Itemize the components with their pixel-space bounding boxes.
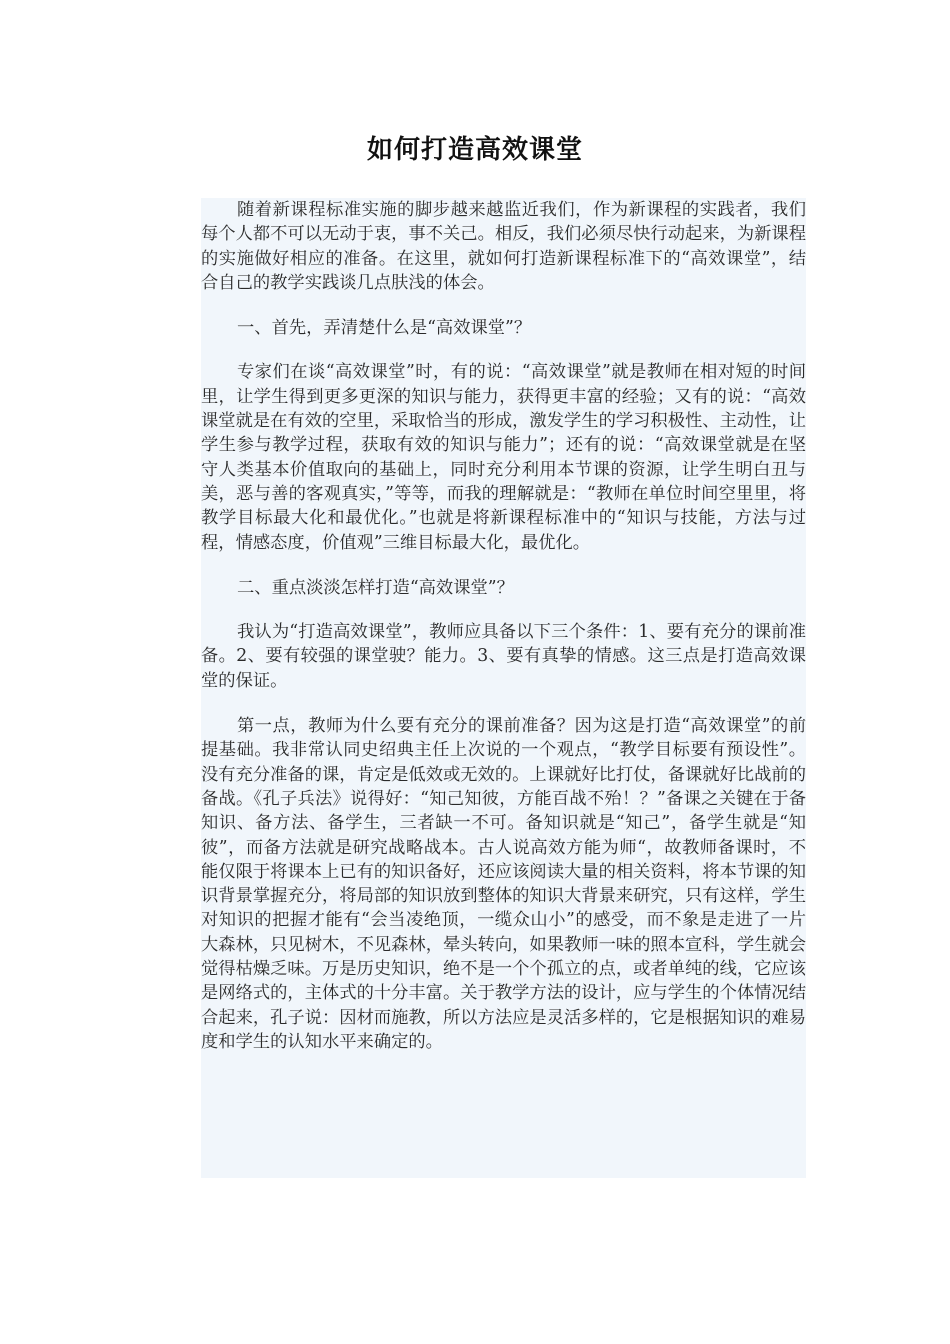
paragraph-conditions: 我认为“打造高效课堂”，教师应具备以下三个条件：1、要有充分的课前准备。2、要有较强的课堂驶？能力。3、要有真挚的情感。这三点是打造高效课堂的保证。 (201, 622, 806, 691)
paragraph-definition: 专家们在谈“高效课堂”时，有的说：“高效课堂”就是教师在相对短的时间里，让学生得到更多更深的知识与能力，获得更丰富的经验；又有的说：“高效课堂就是在有效的空里，采取恰当的形成，激发学生的学习积极性、主动性，让学生参与教学过程，获取有效的知识与能力”；还有的说：“高效课堂就是在坚守人类基本价值取向的基础上，同时充分利用本节课的资源，让学生明白丑与美，恶与善的客观真实，”等等，而我的理解就是：“教师在单位时间空里里，将教学目标最大化和最优化。”也就是将新课程标准中的“知识与技能，方法与过程，情感态度，价值观”三维目标最大化，最优化。 (201, 362, 806, 553)
paragraph-intro: 随着新课程标准实施的脚步越来越监近我们，作为新课程的实践者，我们每个人都不可以无动于衷，事不关己。相反，我们必须尽快行动起来，为新课程的实施做好相应的准备。在这里，就如何打造新课程标准下的“高效课堂”，结合自己的教学实践谈几点肤浅的体会。 (201, 200, 806, 293)
document-body (201, 198, 806, 1178)
section-heading-1: 一、首先，弄清楚什么是“高效课堂”？ (237, 318, 532, 339)
document-title: 如何打造高效课堂 (366, 135, 583, 165)
paragraph-preparation: 第一点，教师为什么要有充分的课前准备？因为这是打造“高效课堂”的前提基础。我非常认同史绍典主任上次说的一个观点，“教学目标要有预设性”。没有充分准备的课，肯定是低效或无效的。上课就好比打仗，备课就好比战前的备战。《孔子兵法》说得好：“知己知彼，方能百战不殆！？”备课之关键在于备知识、备方法、备学生，三者缺一不可。备知识就是“知己”，备学生就是“知彼”，而备方法就是研究战略战本。古人说高效方能为师“，故教师备课时，不能仅限于将课本上已有的知识备好，还应该阅读大量的相关资料，将本节课的知识背景掌握充分，将局部的知识放到整体的知识大背景来研究，只有这样，学生对知识的把握才能有“会当凌绝顶，一缆众山小”的感受，而不象是走进了一片大森林，只见树木，不见森林，晕头转向，如果教师一味的照本宣科，学生就会觉得枯燥乏味。万是历史知识，绝不是一个个孤立的点，或者单纯的线，它应该是网络式的，主体式的十分丰富。关于教学方法的设计，应与学生的个体情况结合起来，孔子说：因材而施教，所以方法应是灵活多样的，它是根据知识的难易度和学生的认知水平来确定的。 (201, 716, 806, 1052)
section-heading-2: 二、重点淡淡怎样打造“高效课堂”？ (237, 577, 514, 598)
